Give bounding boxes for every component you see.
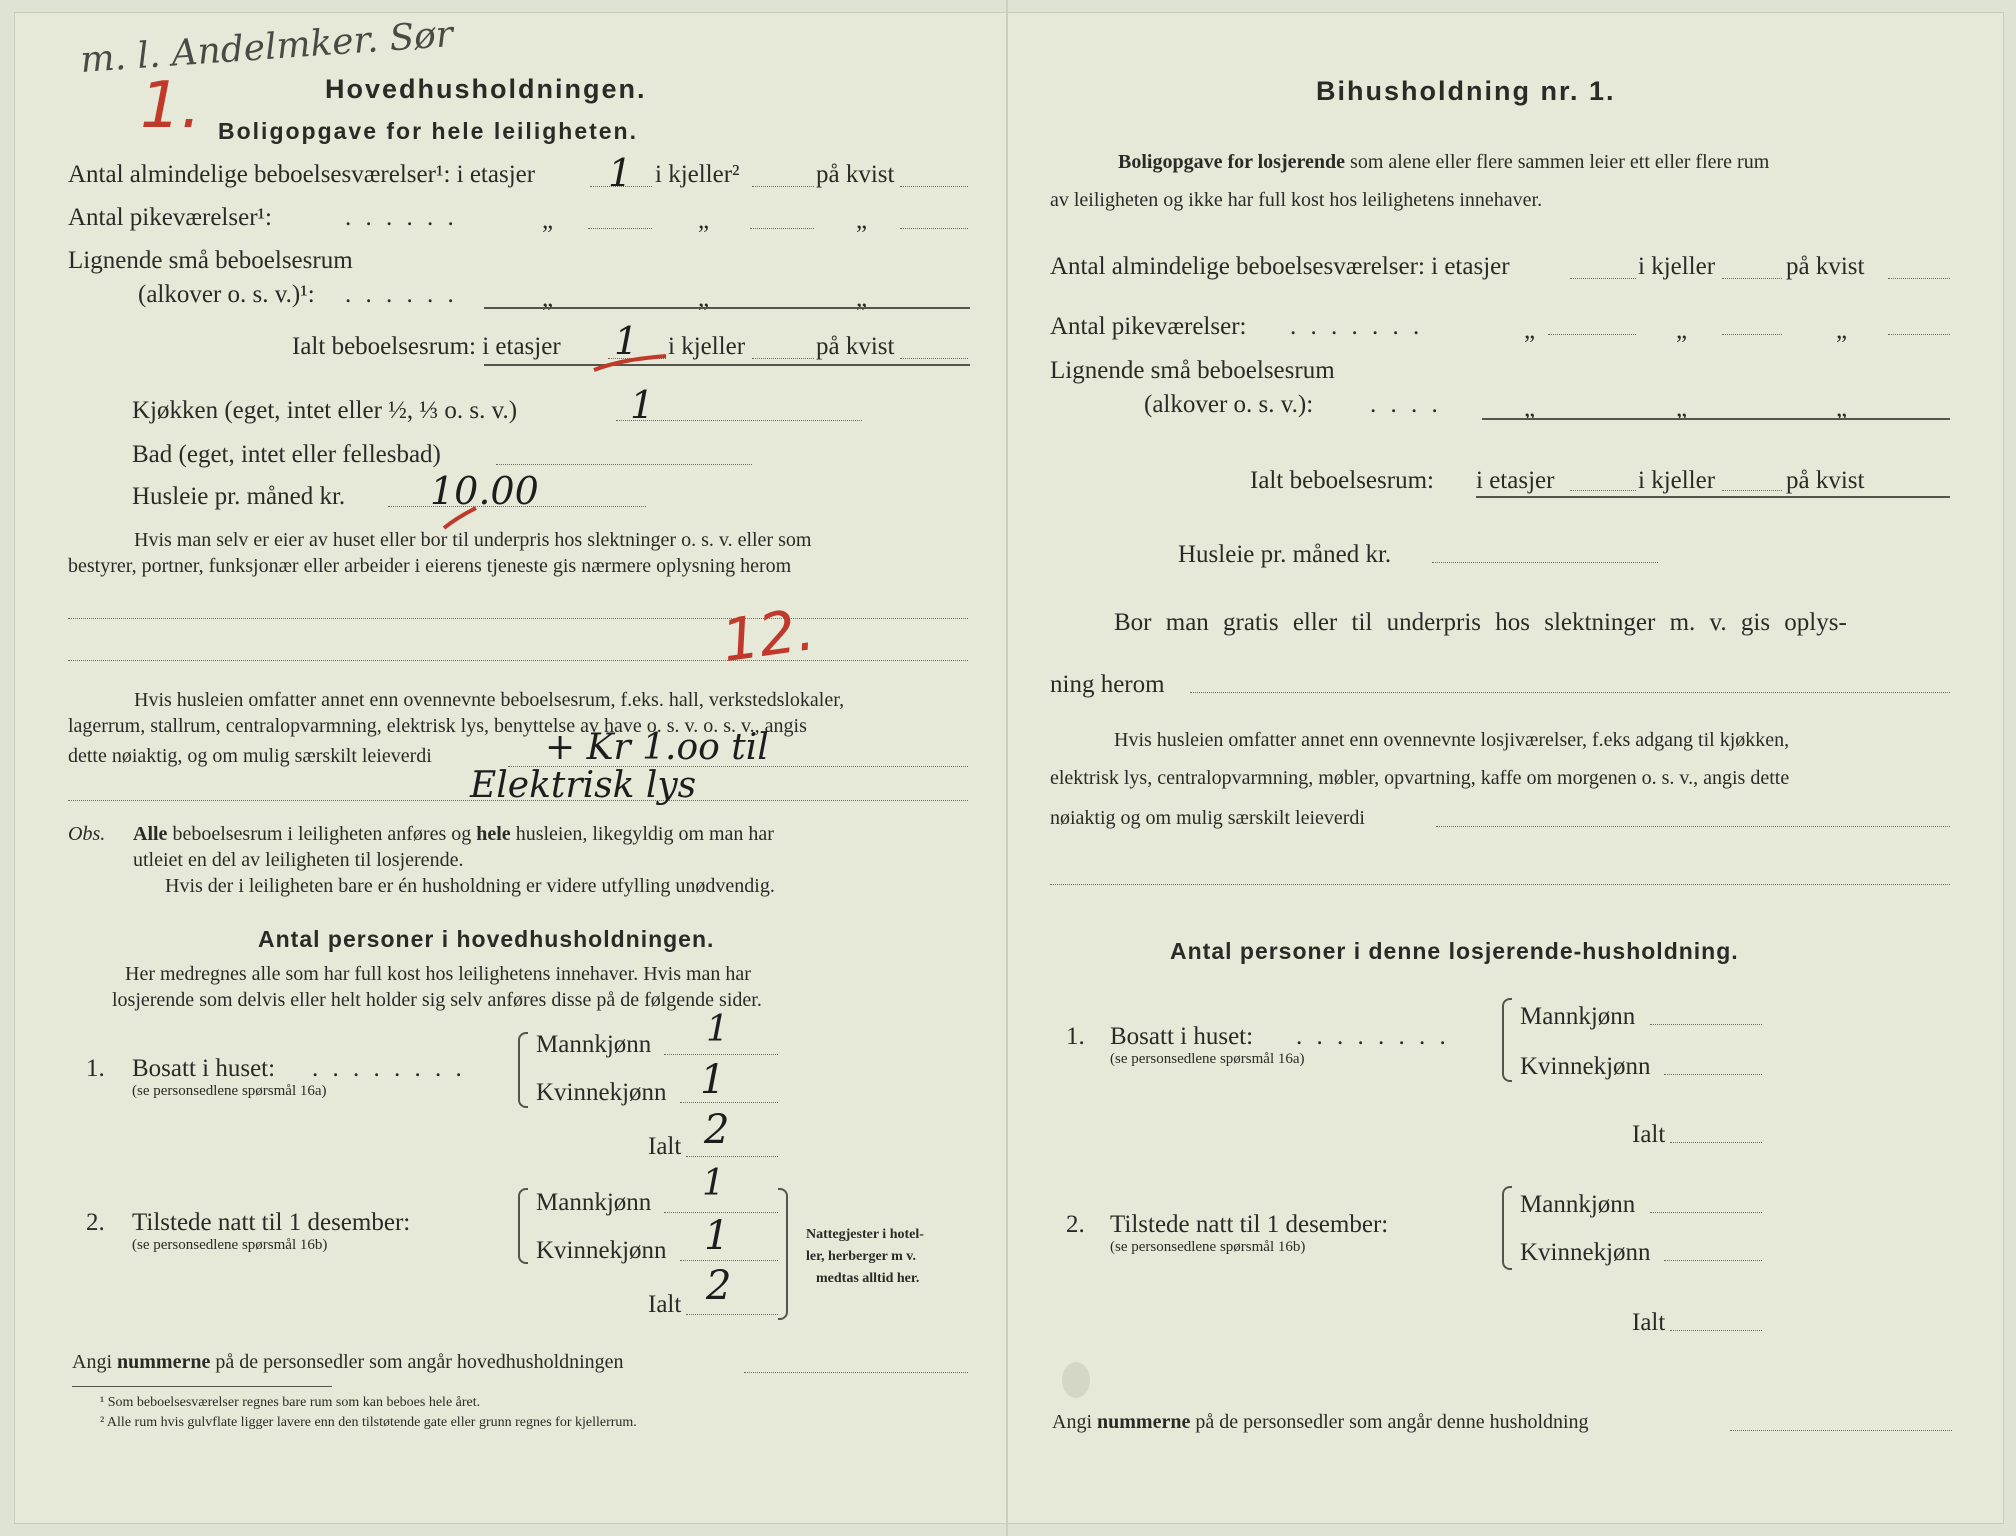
obs-line-2: utleiet en del av leiligheten til losjerende. bbox=[133, 849, 464, 871]
right-intro-bold: Boligopgave for losjerende bbox=[1118, 151, 1346, 173]
q1-mann-line[interactable] bbox=[664, 1054, 778, 1055]
q1-kvinne-value: 1 bbox=[700, 1057, 726, 1103]
ditto-mark: „ bbox=[1836, 395, 1848, 422]
right-pike-label: Antal pikeværelser: bbox=[1050, 313, 1247, 340]
handwritten-leieverdi-1: + Kr 1.oo til bbox=[545, 727, 769, 768]
right-intro-line-1: som alene eller flere sammen leier ett eller flere rum bbox=[1350, 151, 1770, 173]
q2-number: 2. bbox=[86, 1209, 105, 1236]
nattegjester-line-2: ler, herberger m v. bbox=[806, 1249, 917, 1264]
bad-label: Bad (eget, intet eller fellesbad) bbox=[132, 441, 441, 468]
q1-ialt-label: Ialt bbox=[648, 1133, 682, 1160]
right-kvist-line[interactable] bbox=[1888, 278, 1950, 279]
red-page-mark: 1. bbox=[140, 69, 202, 143]
right-q1-brace bbox=[1502, 998, 1512, 1082]
ialt-rooms-label: Ialt beboelsesrum: i etasjer bbox=[292, 333, 561, 360]
red-underline-mark bbox=[590, 352, 670, 376]
eier-text-line-1: Hvis man selv er eier av huset eller bor til underpris hos slektninger o. s. v. eller som bbox=[134, 529, 812, 551]
handwritten-leieverdi-2: Elektrisk lys bbox=[470, 765, 697, 806]
pikevaerelser-label: Antal pikeværelser¹: bbox=[68, 204, 272, 231]
q2-ialt-line[interactable] bbox=[686, 1314, 778, 1315]
right-kjeller-line[interactable] bbox=[1722, 278, 1782, 279]
angi-text: på de personsedler som angår hovedhusholdningen bbox=[215, 1351, 624, 1373]
ialt-kjeller-line[interactable] bbox=[752, 358, 814, 359]
right-kjeller-label: i kjeller bbox=[1638, 253, 1716, 280]
alkover-underline bbox=[484, 307, 970, 309]
right-intro-line-2: av leiligheten og ikke har full kost hos leilighetens innehaver. bbox=[1050, 189, 1543, 211]
right-pike-kvist-line[interactable] bbox=[1888, 334, 1950, 335]
pike-etasjer-line[interactable] bbox=[588, 228, 652, 229]
pikevaerelser-dots: . . . . . . bbox=[345, 204, 458, 231]
right-angi-line[interactable] bbox=[1730, 1430, 1952, 1431]
right-q2-sub: (se personsedlene spørsmål 16b) bbox=[1110, 1239, 1306, 1255]
ialt-etasjer-value: 1 bbox=[614, 319, 639, 363]
q2-kvinne-value: 1 bbox=[704, 1213, 730, 1259]
omfatter-line-2: lagerrum, stallrum, centralopvarmning, elektrisk lys, benyttelse av have o. s. v. o. s. v., angis bbox=[68, 715, 807, 737]
right-q1-kvinne-label: Kvinnekjønn bbox=[1520, 1053, 1651, 1080]
q2-sub: (se personsedlene spørsmål 16b) bbox=[132, 1237, 328, 1253]
right-q1-ialt-line[interactable] bbox=[1670, 1142, 1762, 1143]
q2-mann-value: 1 bbox=[702, 1163, 725, 1204]
persons-note-2: losjerende som delvis eller helt holder sig selv anføres disse på de følgende sider. bbox=[112, 989, 762, 1011]
ditto-mark: „ bbox=[1524, 317, 1536, 344]
husleie-value: 10.00 bbox=[430, 469, 539, 513]
obs-hele: hele bbox=[476, 823, 511, 845]
kjokken-label: Kjøkken (eget, intet eller ½, ⅓ o. s. v.) bbox=[132, 397, 518, 424]
q1-number: 1. bbox=[86, 1055, 105, 1082]
q2-ialt-value: 2 bbox=[706, 1263, 732, 1309]
right-ialt-etasjer: i etasjer bbox=[1476, 467, 1555, 494]
ditto-mark: „ bbox=[1676, 317, 1688, 344]
right-husleie-line[interactable] bbox=[1432, 562, 1658, 563]
right-q1-number: 1. bbox=[1066, 1023, 1085, 1050]
right-q1-dots: . . . . . . . . bbox=[1296, 1023, 1450, 1050]
right-q2-kvinne-label: Kvinnekjønn bbox=[1520, 1239, 1651, 1266]
right-leieverdi-line-2[interactable] bbox=[1050, 884, 1950, 885]
right-q2-number: 2. bbox=[1066, 1211, 1085, 1238]
q1-dots: . . . . . . . . bbox=[312, 1055, 466, 1082]
footnote-2: ² Alle rum hvis gulvflate ligger lavere enn den tilstøtende gate eller grunn regnes for kjellerrum. bbox=[100, 1415, 637, 1430]
right-etasjer-line[interactable] bbox=[1570, 278, 1636, 279]
right-kvist-label: på kvist bbox=[1786, 253, 1865, 280]
obs-text-b: husleien, likegyldig om man har bbox=[515, 823, 774, 845]
q2-kvinne-label: Kvinnekjønn bbox=[536, 1237, 667, 1264]
kjeller-line[interactable] bbox=[752, 186, 814, 187]
pike-kjeller-line[interactable] bbox=[750, 228, 814, 229]
right-leieverdi-line-1[interactable] bbox=[1436, 826, 1950, 827]
right-pike-kjeller-line[interactable] bbox=[1722, 334, 1782, 335]
ditto-mark: „ bbox=[856, 285, 868, 312]
right-omfatter-line-2: elektrisk lys, centralopvarmning, møbler, opvartning, kaffe om morgenen o. s. v., angis dette bbox=[1050, 767, 1790, 789]
ditto-mark: „ bbox=[542, 207, 554, 234]
angi-a: Angi bbox=[72, 1351, 112, 1373]
right-angi-a: Angi bbox=[1052, 1411, 1092, 1433]
etasjer-value: 1 bbox=[608, 151, 633, 195]
right-angi-nummerne: nummerne bbox=[1097, 1411, 1191, 1433]
persons-note-1: Her medregnes alle som har full kost hos leilighetens innehaver. Hvis man har bbox=[125, 963, 751, 985]
right-persons-title: Antal personer i denne losjerende-husholdning. bbox=[1170, 938, 1739, 964]
right-husleie-label: Husleie pr. måned kr. bbox=[1178, 541, 1392, 568]
right-pike-etasjer-line[interactable] bbox=[1548, 334, 1636, 335]
bad-line[interactable] bbox=[496, 464, 752, 465]
nattegjester-line-1: Nattegjester i hotel- bbox=[806, 1227, 924, 1242]
persons-title: Antal personer i hovedhusholdningen. bbox=[258, 926, 715, 952]
q2-label: Tilstede natt til 1 desember: bbox=[132, 1209, 411, 1236]
right-alkover-dots: . . . . bbox=[1370, 391, 1442, 418]
alkover-sublabel: (alkover o. s. v.)¹: bbox=[138, 281, 315, 308]
right-ialt-etasjer-line[interactable] bbox=[1570, 490, 1636, 491]
q1-ialt-line[interactable] bbox=[686, 1156, 778, 1157]
eier-text-line-2: bestyrer, portner, funksjonær eller arbeider i eierens tjeneste gis nærmere oplysning herom bbox=[68, 555, 792, 577]
ditto-mark: „ bbox=[698, 285, 710, 312]
right-omfatter-line-1: Hvis husleien omfatter annet enn ovennevnte losjiværelser, f.eks adgang til kjøkken, bbox=[1114, 729, 1790, 751]
handwritten-top-note: m. l. Andelmker. Sør bbox=[78, 14, 455, 81]
eier-line-1[interactable] bbox=[68, 618, 968, 619]
kvist-label: på kvist bbox=[816, 161, 895, 188]
page-fold bbox=[1006, 0, 1008, 1536]
rooms-label: Antal almindelige beboelsesværelser¹: i etasjer bbox=[68, 161, 536, 188]
right-q2-ialt-line[interactable] bbox=[1670, 1330, 1762, 1331]
right-gratis-line-2: ning herom bbox=[1050, 671, 1165, 698]
right-q1-label: Bosatt i huset: bbox=[1110, 1023, 1254, 1050]
footnote-1: ¹ Som beboelsesværelser regnes bare rum som kan beboes hele året. bbox=[100, 1395, 481, 1410]
right-q1-mann-line[interactable] bbox=[1650, 1024, 1762, 1025]
right-angi-text: på de personsedler som angår denne husholdning bbox=[1195, 1411, 1589, 1433]
right-q2-ialt-label: Ialt bbox=[1632, 1309, 1666, 1336]
kjeller-label: i kjeller² bbox=[655, 161, 740, 188]
q1-mann-value: 1 bbox=[706, 1009, 729, 1050]
ditto-mark: „ bbox=[1676, 395, 1688, 422]
angi-nummerne: nummerne bbox=[117, 1351, 211, 1373]
q1-label: Bosatt i huset: bbox=[132, 1055, 276, 1082]
obs-alle: Alle bbox=[133, 823, 168, 845]
q2-mann-label: Mannkjønn bbox=[536, 1189, 652, 1216]
nattegjester-brace bbox=[778, 1188, 788, 1320]
red-number-mark: 12. bbox=[717, 594, 819, 676]
omfatter-line-3: dette nøiaktig, og om mulig særskilt leieverdi bbox=[68, 745, 432, 767]
right-alkover-sublabel: (alkover o. s. v.): bbox=[1144, 391, 1314, 418]
page-title: Hovedhusholdningen. bbox=[325, 74, 647, 104]
angi-line[interactable] bbox=[744, 1372, 968, 1373]
ditto-mark: „ bbox=[856, 207, 868, 234]
ditto-mark: „ bbox=[698, 207, 710, 234]
alkover-dots: . . . . . . bbox=[345, 281, 458, 308]
right-alkover-label: Lignende små beboelsesrum bbox=[1050, 357, 1335, 384]
right-q1-kvinne-line[interactable] bbox=[1664, 1074, 1762, 1075]
right-rooms-label: Antal almindelige beboelsesværelser: i etasjer bbox=[1050, 253, 1510, 280]
alkover-label: Lignende små beboelsesrum bbox=[68, 247, 353, 274]
right-omfatter-line-3: nøiaktig og om mulig særskilt leieverdi bbox=[1050, 807, 1365, 829]
right-pike-dots: . . . . . . . bbox=[1290, 313, 1424, 340]
right-q2-label: Tilstede natt til 1 desember: bbox=[1110, 1211, 1389, 1238]
right-q1-sub: (se personsedlene spørsmål 16a) bbox=[1110, 1051, 1305, 1067]
right-ialt-underline bbox=[1476, 496, 1950, 498]
obs-label: Obs. bbox=[68, 823, 106, 845]
omfatter-line-1: Hvis husleien omfatter annet enn ovennevnte beboelsesrum, f.eks. hall, verkstedslokaler, bbox=[134, 689, 845, 711]
pike-kvist-line[interactable] bbox=[900, 228, 968, 229]
obs-line-3: Hvis der i leiligheten bare er én husholdning er videre utfylling unødvendig. bbox=[165, 875, 775, 897]
ialt-kvist-line[interactable] bbox=[900, 358, 968, 359]
q2-brace bbox=[518, 1188, 528, 1264]
ditto-mark: „ bbox=[1524, 395, 1536, 422]
nattegjester-line-3: medtas alltid her. bbox=[816, 1271, 920, 1286]
right-ialt-kjeller: i kjeller bbox=[1638, 467, 1716, 494]
ialt-kjeller-label: i kjeller bbox=[668, 333, 746, 360]
page-subtitle: Boligopgave for hele leiligheten. bbox=[218, 118, 638, 144]
q2-kvinne-line[interactable] bbox=[680, 1260, 778, 1261]
kjokken-value: 1 bbox=[630, 383, 655, 427]
right-q2-brace bbox=[1502, 1186, 1512, 1270]
ditto-mark: „ bbox=[542, 285, 554, 312]
right-q1-ialt-label: Ialt bbox=[1632, 1121, 1666, 1148]
q1-ialt-value: 2 bbox=[704, 1107, 730, 1153]
right-q2-kvinne-line[interactable] bbox=[1664, 1260, 1762, 1261]
right-title: Bihusholdning nr. 1. bbox=[1316, 76, 1616, 106]
q1-mann-label: Mannkjønn bbox=[536, 1031, 652, 1058]
husleie-label: Husleie pr. måned kr. bbox=[132, 483, 346, 510]
ditto-mark: „ bbox=[1836, 317, 1848, 344]
ialt-underline bbox=[484, 364, 970, 366]
right-alkover-underline bbox=[1482, 418, 1950, 420]
obs-text-a: beboelsesrum i leiligheten anføres og bbox=[172, 823, 472, 845]
q1-kvinne-label: Kvinnekjønn bbox=[536, 1079, 667, 1106]
footnote-divider bbox=[72, 1386, 332, 1387]
right-q2-mann-line[interactable] bbox=[1650, 1212, 1762, 1213]
q2-ialt-label: Ialt bbox=[648, 1291, 682, 1318]
right-ialt-kjeller-line[interactable] bbox=[1722, 490, 1782, 491]
right-ialt-label: Ialt beboelsesrum: bbox=[1250, 467, 1434, 494]
ialt-kvist-label: på kvist bbox=[816, 333, 895, 360]
right-ialt-kvist: på kvist bbox=[1786, 467, 1865, 494]
q1-sub: (se personsedlene spørsmål 16a) bbox=[132, 1083, 327, 1099]
paper-stain bbox=[1062, 1362, 1090, 1398]
right-gratis-line[interactable] bbox=[1190, 692, 1950, 693]
right-gratis-line-1: Bor man gratis eller til underpris hos slektninger m. v. gis oplys- bbox=[1114, 609, 1847, 636]
q1-brace bbox=[518, 1032, 528, 1108]
q1-kvinne-line[interactable] bbox=[680, 1102, 778, 1103]
kvist-line[interactable] bbox=[900, 186, 968, 187]
right-q1-mann-label: Mannkjønn bbox=[1520, 1003, 1636, 1030]
eier-line-2[interactable] bbox=[68, 660, 968, 661]
right-q2-mann-label: Mannkjønn bbox=[1520, 1191, 1636, 1218]
